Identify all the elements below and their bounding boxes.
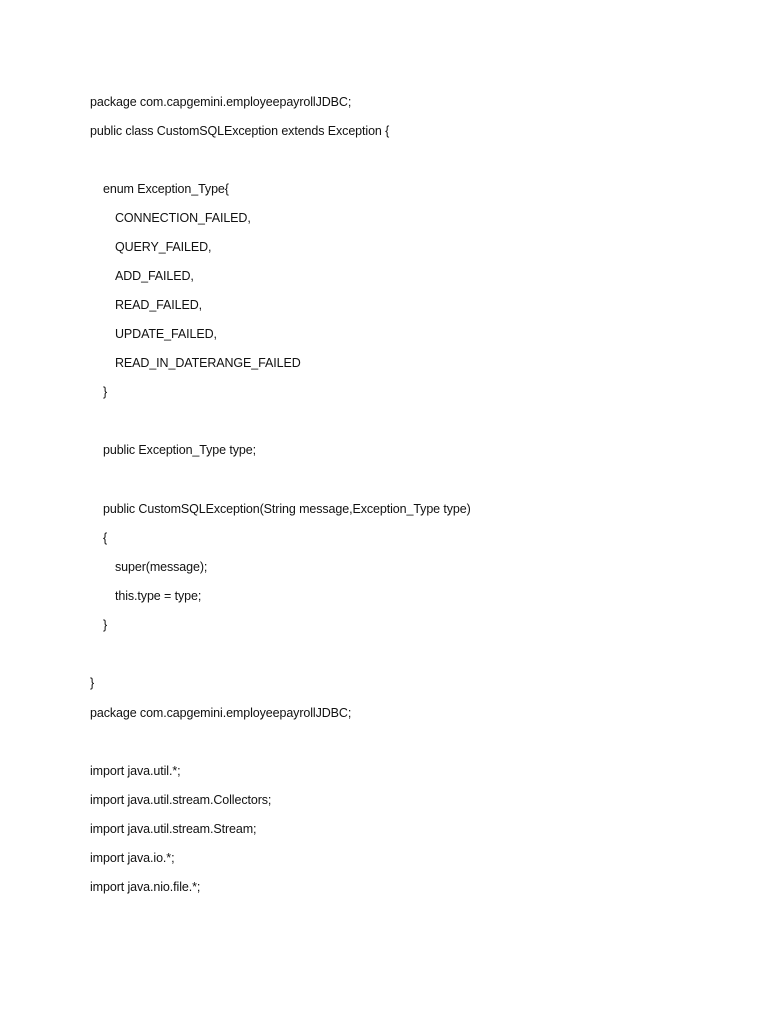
code-line: import java.util.stream.Stream; [90, 822, 257, 836]
code-line: import java.util.*; [90, 764, 181, 778]
code-line: this.type = type; [115, 589, 202, 603]
code-line: } [103, 385, 108, 399]
code-line: import java.io.*; [90, 851, 175, 865]
code-line: ADD_FAILED, [115, 269, 194, 283]
code-line: public CustomSQLException(String message,Exception_Type type) [103, 502, 471, 516]
code-line: package com.capgemini.employeepayrollJDBC; [90, 706, 352, 720]
code-line: import java.nio.file.*; [90, 880, 201, 894]
code-line: } [103, 618, 108, 632]
code-line: package com.capgemini.employeepayrollJDBC; [90, 95, 352, 109]
code-line: CONNECTION_FAILED, [115, 211, 251, 225]
code-line: public class CustomSQLException extends Exception { [90, 124, 390, 138]
code-line: { [103, 531, 108, 545]
code-line: READ_IN_DATERANGE_FAILED [115, 356, 301, 370]
code-line: UPDATE_FAILED, [115, 327, 217, 341]
code-line: super(message); [115, 560, 208, 574]
code-line: enum Exception_Type{ [103, 182, 229, 196]
code-line: QUERY_FAILED, [115, 240, 212, 254]
code-line: import java.util.stream.Collectors; [90, 793, 272, 807]
code-line: public Exception_Type type; [103, 443, 256, 457]
code-line: READ_FAILED, [115, 298, 203, 312]
code-line: } [90, 676, 95, 690]
